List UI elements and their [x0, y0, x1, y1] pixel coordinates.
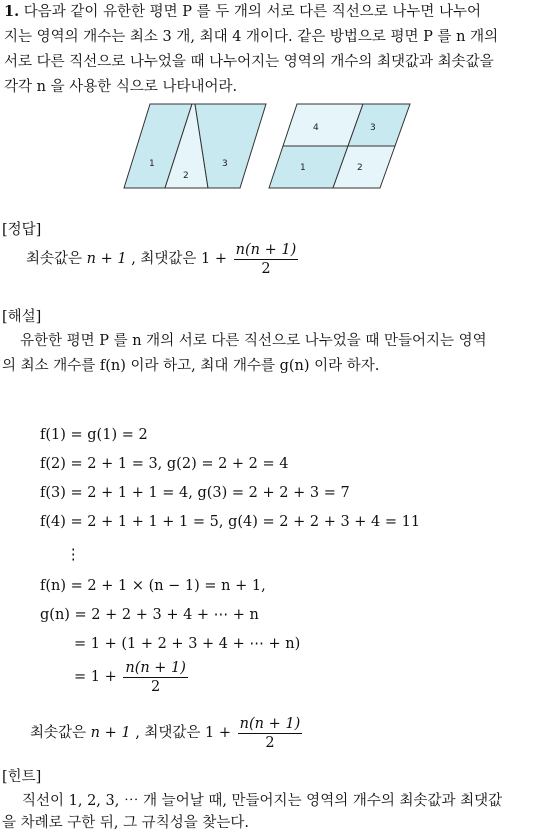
answer-max-prefix: 1 +: [201, 251, 228, 267]
equation-7: = 1 + (1 + 2 + 3 + 4 + ⋯ + n): [74, 636, 301, 652]
equation-8-numerator: n(n + 1): [125, 659, 186, 676]
equation-6: g(n) = 2 + 2 + 3 + 4 + ⋯ + n: [40, 607, 259, 623]
problem-line-4: 각각 n 을 사용한 식으로 나타내어라.: [4, 79, 238, 95]
equation-3: f(3) = 2 + 1 + 1 = 4, g(3) = 2 + 2 + 3 = 7: [40, 485, 350, 501]
solution-line-1: 유한한 평면 P 를 n 개의 서로 다른 직선으로 나누었을 때 만들어지는 영역: [20, 333, 487, 349]
problem-text-1: 다음과 같이 유한한 평면 P 를 두 개의 서로 다른 직선으로 나누면 나누어: [23, 4, 482, 20]
conclusion-denominator: 2: [265, 734, 275, 751]
solution-line-2: 의 최소 개수를 f(n) 이라 하고, 최대 개수를 g(n) 이라 하자.: [2, 358, 380, 374]
problem-line-2: 지는 영역의 개수는 최소 3 개, 최대 4 개이다. 같은 방법으로 평면 P 를 n 개의: [4, 29, 499, 45]
answer-line: [26, 240, 300, 278]
solution-conclusion: [30, 714, 304, 752]
figure-crossing-lines: [269, 104, 410, 188]
equation-8-denominator: 2: [151, 678, 161, 695]
answer-numerator: n(n + 1): [235, 241, 297, 258]
problem-line-3: 서로 다른 직선으로 나누었을 때 나누어지는 영역의 개수의 최댓값과 최솟값을: [4, 54, 494, 70]
hint-line-1: 직선이 1, 2, 3, ⋯ 개 늘어날 때, 만들어지는 영역의 개수의 최솟값과 최댓값: [22, 793, 503, 809]
conclusion-numerator: n(n + 1): [239, 715, 301, 732]
answer-sep: , 최댓값은: [131, 251, 197, 267]
region-figures: [120, 100, 420, 195]
answer-denominator: 2: [261, 260, 271, 277]
answer-header: [정답]: [2, 222, 42, 238]
answer-min-expr: n + 1: [86, 251, 127, 267]
equation-4: f(4) = 2 + 1 + 1 + 1 = 5, g(4) = 2 + 2 + 3 + 4 = 11: [40, 514, 421, 530]
label-2-right: 2: [357, 163, 363, 173]
answer-fraction: [234, 241, 299, 278]
conclusion-fraction: [238, 715, 303, 752]
label-3: 3: [222, 159, 228, 169]
label-2: 2: [183, 171, 189, 181]
label-1-right: 1: [300, 163, 306, 173]
equation-2: f(2) = 2 + 1 = 3, g(2) = 2 + 2 = 4: [40, 456, 289, 472]
conclusion-sep: , 최댓값은: [135, 725, 201, 741]
label-4: 4: [313, 123, 319, 133]
hint-header: [힌트]: [2, 769, 42, 785]
conclusion-min-label: 최솟값은: [30, 725, 87, 741]
conclusion-max-prefix: 1 +: [205, 725, 232, 741]
region-3: [195, 104, 266, 188]
label-3-right: 3: [370, 123, 376, 133]
equation-5: f(n) = 2 + 1 × (n − 1) = n + 1,: [40, 578, 266, 594]
equation-8-prefix: = 1 +: [74, 669, 117, 685]
hint-line-2: 을 차례로 구한 뒤, 그 규칙성을 찾는다.: [2, 815, 249, 831]
problem-number: 1.: [4, 3, 20, 20]
equation-8-fraction: [123, 659, 188, 696]
figure-two-parallel-lines: [124, 104, 266, 188]
equation-1: f(1) = g(1) = 2: [40, 427, 148, 443]
answer-min-label: 최솟값은: [26, 251, 83, 267]
problem-line-1: [4, 2, 481, 22]
label-1: 1: [149, 159, 155, 169]
vertical-dots: ⋮: [66, 547, 81, 563]
solution-header: [해설]: [2, 309, 42, 325]
conclusion-min-expr: n + 1: [90, 725, 131, 741]
equation-8: [74, 658, 190, 696]
